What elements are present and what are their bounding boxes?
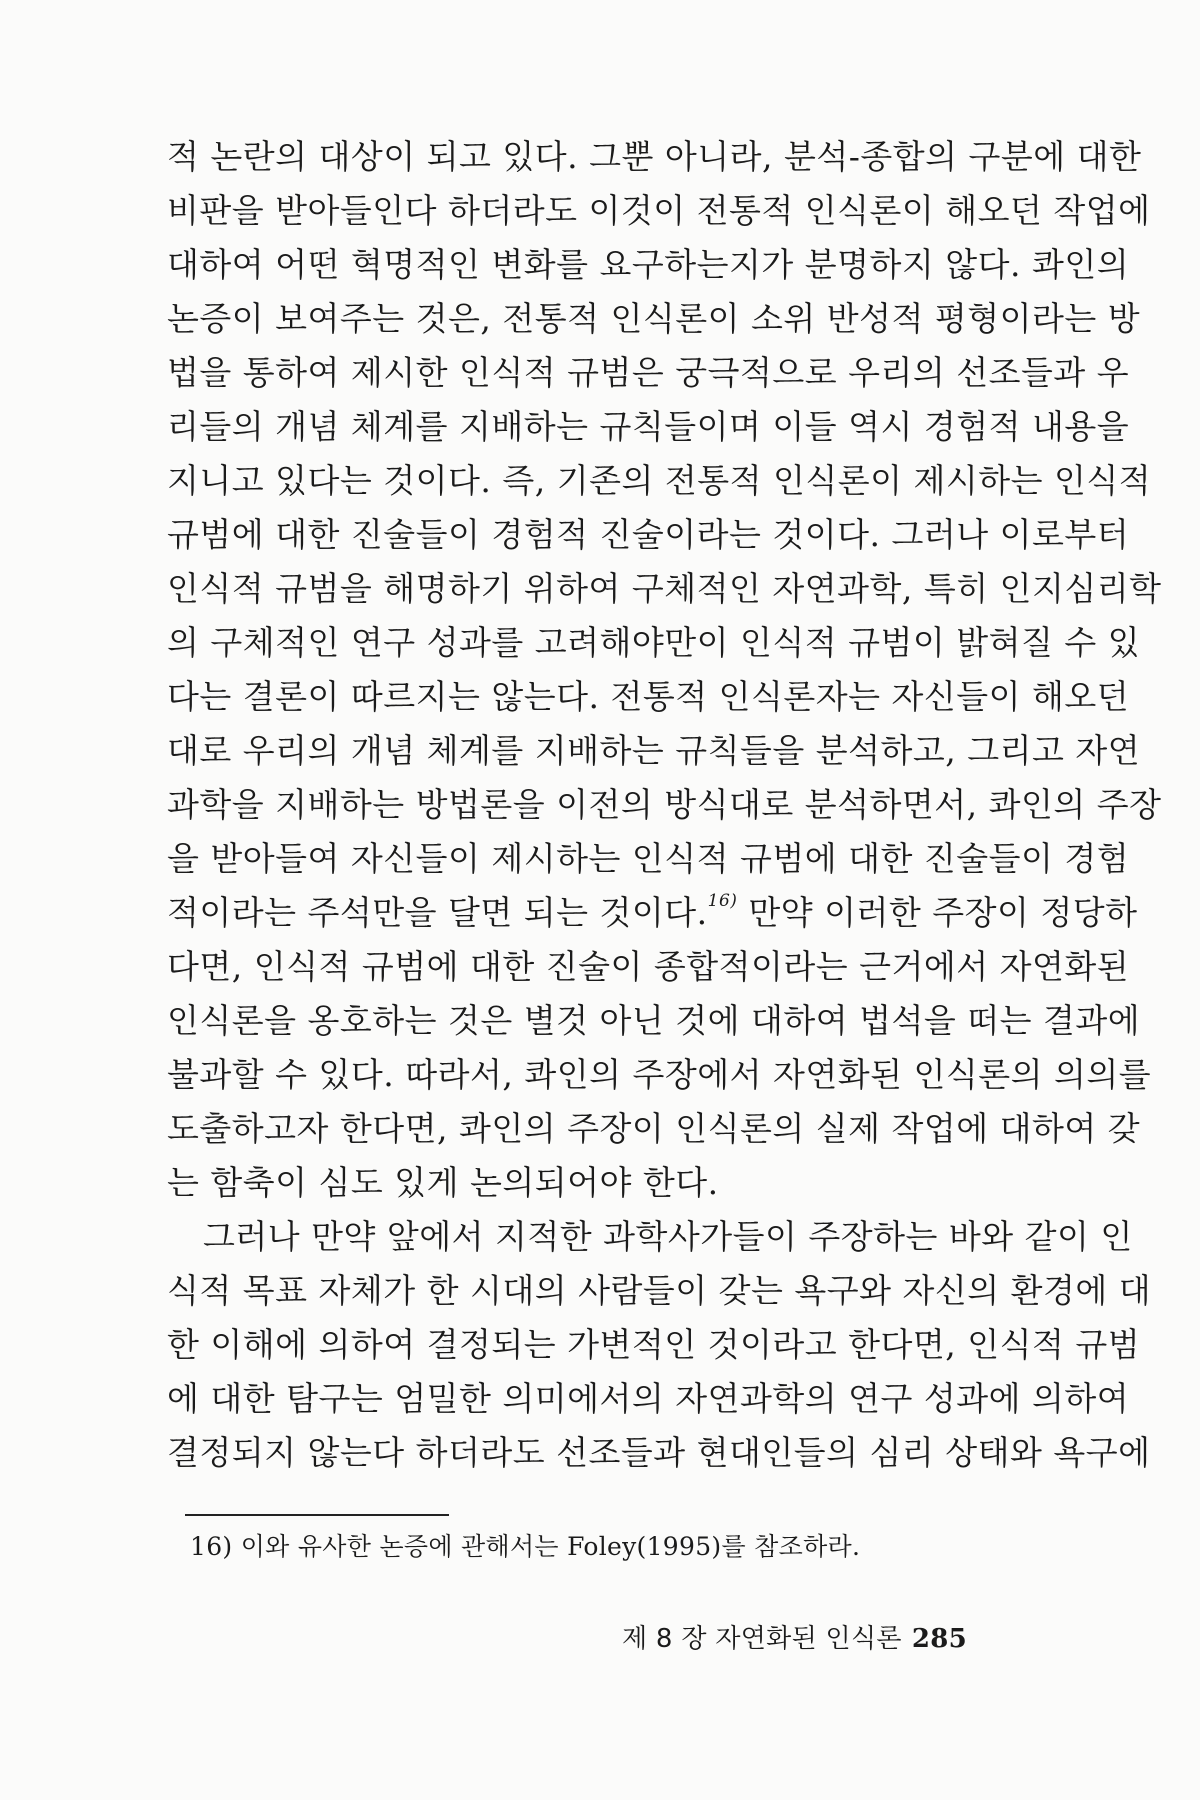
body-line-5: 법을 통하여 제시한 인식적 규범은 궁극적으로 우리의 선조들과 우 bbox=[167, 353, 1130, 392]
body-line-14: 을 받아들여 자신들이 제시하는 인식적 규범에 대한 진술들이 경험 bbox=[167, 839, 1130, 878]
body-line-15 bbox=[167, 891, 1138, 932]
chapter-title: 제 8 장 자연화된 인식론 bbox=[621, 1624, 902, 1654]
footnote-reference[interactable]: 16) bbox=[707, 891, 738, 911]
body-line-17: 인식론을 옹호하는 것은 별것 아닌 것에 대하여 법석을 떠는 결과에 bbox=[167, 1001, 1141, 1040]
body-line-19: 도출하고자 한다면, 콰인의 주장이 인식론의 실제 작업에 대하여 갖 bbox=[167, 1109, 1141, 1148]
body-line-16: 다면, 인식적 규범에 대한 진술이 종합적이라는 근거에서 자연화된 bbox=[167, 947, 1130, 986]
body-text: 만약 이러한 주장이 정당하 bbox=[737, 893, 1138, 932]
footnote-separator bbox=[185, 1514, 449, 1516]
body-line-22: 식적 목표 자체가 한 시대의 사람들이 갖는 욕구와 자신의 환경에 대 bbox=[167, 1271, 1152, 1310]
body-line-2: 비판을 받아들인다 하더라도 이것이 전통적 인식론이 해오던 작업에 bbox=[167, 191, 1151, 230]
body-line-9: 인식적 규범을 해명하기 위하여 구체적인 자연과학, 특히 인지심리학 bbox=[167, 569, 1162, 608]
footnote-16: 16) 이와 유사한 논증에 관해서는 Foley(1995)를 참조하라. bbox=[190, 1532, 861, 1561]
body-line-10: 의 구체적인 연구 성과를 고려해야만이 인식적 규범이 밝혀질 수 있 bbox=[167, 623, 1141, 662]
body-line-23: 한 이해에 의하여 결정되는 가변적인 것이라고 한다면, 인식적 규범 bbox=[167, 1325, 1141, 1364]
body-line-6: 리들의 개념 체계를 지배하는 규칙들이며 이들 역시 경험적 내용을 bbox=[167, 407, 1130, 446]
running-footer bbox=[622, 1626, 967, 1652]
body-line-1: 적 논란의 대상이 되고 있다. 그뿐 아니라, 분석-종합의 구분에 대한 bbox=[167, 137, 1142, 176]
body-line-25: 결정되지 않는다 하더라도 선조들과 현대인들의 심리 상태와 욕구에 bbox=[167, 1433, 1151, 1472]
body-line-4: 논증이 보여주는 것은, 전통적 인식론이 소위 반성적 평형이라는 방 bbox=[167, 299, 1141, 338]
body-line-20: 는 함축이 심도 있게 논의되어야 한다. bbox=[167, 1163, 719, 1202]
body-line-13: 과학을 지배하는 방법론을 이전의 방식대로 분석하면서, 콰인의 주장 bbox=[167, 785, 1162, 824]
body-line-8: 규범에 대한 진술들이 경험적 진술이라는 것이다. 그러나 이로부터 bbox=[167, 515, 1130, 554]
body-line-7: 지니고 있다는 것이다. 즉, 기존의 전통적 인식론이 제시하는 인식적 bbox=[167, 461, 1152, 500]
body-text: 적이라는 주석만을 달면 되는 것이다. bbox=[167, 893, 708, 932]
body-line-3: 대하여 어떤 혁명적인 변화를 요구하는지가 분명하지 않다. 콰인의 bbox=[167, 245, 1130, 284]
page-number: 285 bbox=[911, 1624, 967, 1654]
body-line-18: 불과할 수 있다. 따라서, 콰인의 주장에서 자연화된 인식론의 의의를 bbox=[167, 1055, 1152, 1094]
body-line-21: 그러나 만약 앞에서 지적한 과학사가들이 주장하는 바와 같이 인 bbox=[203, 1217, 1133, 1256]
body-line-24: 에 대한 탐구는 엄밀한 의미에서의 자연과학의 연구 성과에 의하여 bbox=[167, 1379, 1130, 1418]
body-line-12: 대로 우리의 개념 체계를 지배하는 규칙들을 분석하고, 그리고 자연 bbox=[167, 731, 1141, 770]
body-line-11: 다는 결론이 따르지는 않는다. 전통적 인식론자는 자신들이 해오던 bbox=[167, 677, 1130, 716]
